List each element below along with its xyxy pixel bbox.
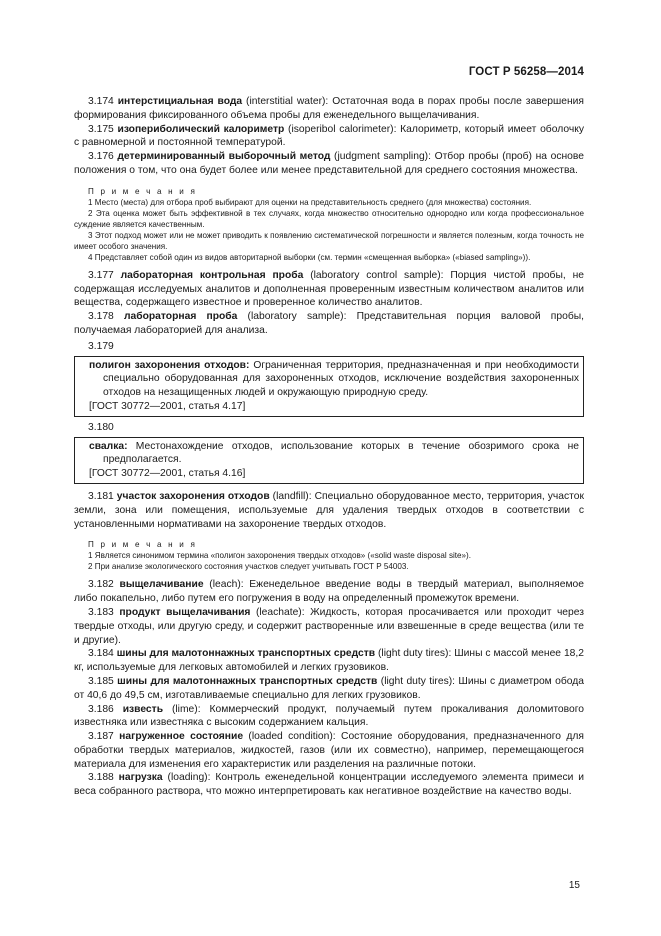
entry-3-175: [74, 123, 584, 151]
entry-number: 3.180: [88, 421, 114, 433]
notes-block-1: [74, 186, 584, 263]
entry-definition: (laboratory sample): Представительная порция валовой пробы, получаемая лабораторией для анализа.: [74, 311, 584, 336]
entry-3-183: [74, 606, 584, 647]
entry-definition: (interstitial water): Остаточная вода в порах пробы после завершения формирования фиксированного объема пробы для еженедельного выщелачивания.: [74, 96, 584, 121]
entry-number: 3.184: [88, 648, 114, 660]
entry-number: 3.175: [88, 123, 114, 135]
entry-term: нагрузка: [118, 772, 163, 784]
entry-3-174: [74, 95, 584, 123]
notes-title: П р и м е ч а н и я: [88, 540, 198, 550]
entry-number: 3.183: [88, 606, 114, 618]
entry-definition: (laboratory control sample): Порция чистой пробы, не содержащая исследуемых аналитов и дополненная проверенным известным количеством аналитов или вещества, содержащего известное и проверенное количество аналитов.: [74, 269, 584, 309]
framed-definition-3-180: [74, 437, 584, 484]
entry-3-177: [74, 269, 584, 310]
framed-definition-3-179: [74, 356, 584, 417]
entry-term: выщелачивание: [119, 579, 204, 591]
entry-definition: (leachate): Жидкость, которая просачивается или проходит через твердые отходы, или другую среду, и содержит растворенные или взвешенные в среде вещества (или те и другие).: [74, 606, 584, 646]
note-item: 2 Эта оценка может быть эффективной в тех случаях, когда множество относительно однородно или когда профессиональное суждение является качественным.: [74, 208, 584, 229]
boxed-definition: [89, 440, 579, 468]
entry-definition: (loading): Контроль еженедельной концентрации исследуемого элемента примеси и веса собранного раствора, что можно интерпретировать как негативное воздействие на качество воды.: [74, 772, 584, 798]
entry-number: 3.174: [88, 96, 114, 107]
entry-term: шины для малотоннажных транспортных средств: [116, 648, 376, 660]
source-reference: [ГОСТ 30772—2001, статья 4.17]: [89, 400, 246, 412]
entry-term: лабораторная контрольная проба: [120, 269, 304, 281]
entry-3-181: [74, 490, 584, 531]
entry-number: 3.181: [88, 490, 114, 502]
entry-definition: (light duty tires): Шины с массой менее 18,2 кг, используемые для легковых автомобилей и легких грузовиков.: [74, 648, 584, 674]
note-item: 2 При анализе экологического состояния участков следует учитывать ГОСТ Р 54003.: [88, 562, 409, 572]
entry-3-185: [74, 675, 584, 703]
entry-term: известь: [122, 703, 164, 715]
entry-3-184: [74, 647, 584, 675]
entry-term: участок захоронения отходов: [116, 490, 270, 502]
entry-3-178: [74, 310, 584, 338]
entry-term: изопериболический калориметр: [117, 123, 285, 135]
entry-term: продукт выщелачивания: [119, 606, 251, 618]
note-item: 3 Этот подход может или не может приводить к появлению систематической погрешности и является полезным, когда точность не имеет особого значения.: [74, 230, 584, 251]
entry-definition: Местонахождение отходов, использование которых в течение обозримого срока не предполагается.: [103, 440, 579, 466]
entry-definition: (lime): Коммерческий продукт, получаемый путем прокаливания доломитового известняка или известняка с высоким содержанием кальция.: [74, 703, 584, 729]
entry-3-187: [74, 730, 584, 771]
entry-3-186: [74, 703, 584, 731]
entry-definition: (light duty tires): Шины с диаметром обода от 40,6 до 49,5 см, изготавливаемые специально для легких грузовиков.: [74, 675, 584, 701]
entry-number: 3.188: [88, 772, 114, 784]
entry-term: нагруженное состояние: [119, 731, 244, 743]
note-item: 1 Является синонимом термина «полигон захоронения твердых отходов» («solid waste disposal site»).: [88, 551, 472, 561]
entry-definition: (judgment sampling): Отбор пробы (проб) на основе положения о том, что она будет более или менее представительной для среднего состояния множества.: [74, 151, 584, 176]
entry-number: 3.182: [88, 579, 114, 591]
entry-term: интерстициальная вода: [117, 96, 243, 107]
entry-3-188: [74, 771, 584, 799]
entry-number: 3.176: [88, 151, 114, 163]
entry-definition: (landfill): Специально оборудованное место, территория, участок земли, зона или помещения, используемые для удаления твердых отходов в соответствии с установленными нормативами на захоронение твердых отходов.: [74, 490, 584, 530]
entry-number: 3.178: [88, 311, 114, 323]
entry-number: 3.179: [88, 340, 114, 352]
entry-number: 3.185: [88, 675, 114, 687]
standard-header: ГОСТ Р 56258—2014: [468, 66, 584, 78]
entry-3-176: [74, 150, 584, 178]
entry-definition: Ограниченная территория, предназначенная и при необходимости специально оборудованная для захороненных отходов, исключение воздействия захороненных отходов на незащищенных людей и окружающую природную среду.: [103, 359, 579, 399]
note-item: 1 Место (места) для отбора проб выбирают для оценки на представительность среднего (для множества) состояния.: [88, 197, 532, 207]
note-item: 4 Представляет собой один из видов авторитарной выборки (см. термин «смещенная выборка» («biased sampling»)).: [88, 252, 531, 262]
source-reference: [ГОСТ 30772—2001, статья 4.16]: [89, 468, 246, 480]
entry-term: полигон захоронения отходов:: [89, 359, 250, 371]
notes-title: П р и м е ч а н и я: [88, 186, 198, 196]
entry-number: 3.187: [88, 731, 114, 743]
entry-term: лабораторная проба: [123, 311, 238, 323]
entry-term: свалка:: [89, 440, 128, 452]
entry-term: шины для малотоннажных транспортных средств: [117, 675, 378, 687]
entry-3-182: [74, 578, 584, 606]
document-body: [74, 95, 584, 799]
entry-term: детерминированный выборочный метод: [117, 151, 331, 163]
boxed-definition: [89, 359, 579, 400]
entry-definition: (leach): Еженедельное введение воды в твердый материал, выполняемое либо покапельно, либо путем его погружения в воду на определенный промежуток времени.: [74, 579, 584, 605]
entry-number: 3.186: [88, 703, 114, 715]
entry-definition: (loaded condition): Состояние оборудования, предназначенного для обработки твердых материалов, жидкостей, газов (или их совместно), например, перемещающегося материала для изменения его характеристик или разделения на различные потоки.: [74, 731, 584, 770]
entry-definition: (isoperibol calorimeter): Калориметр, который имеет оболочку с равномерной и постоянной температурой.: [74, 123, 584, 149]
notes-block-2: [74, 539, 584, 572]
entry-number: 3.177: [88, 269, 114, 281]
page-number: 15: [568, 880, 580, 891]
